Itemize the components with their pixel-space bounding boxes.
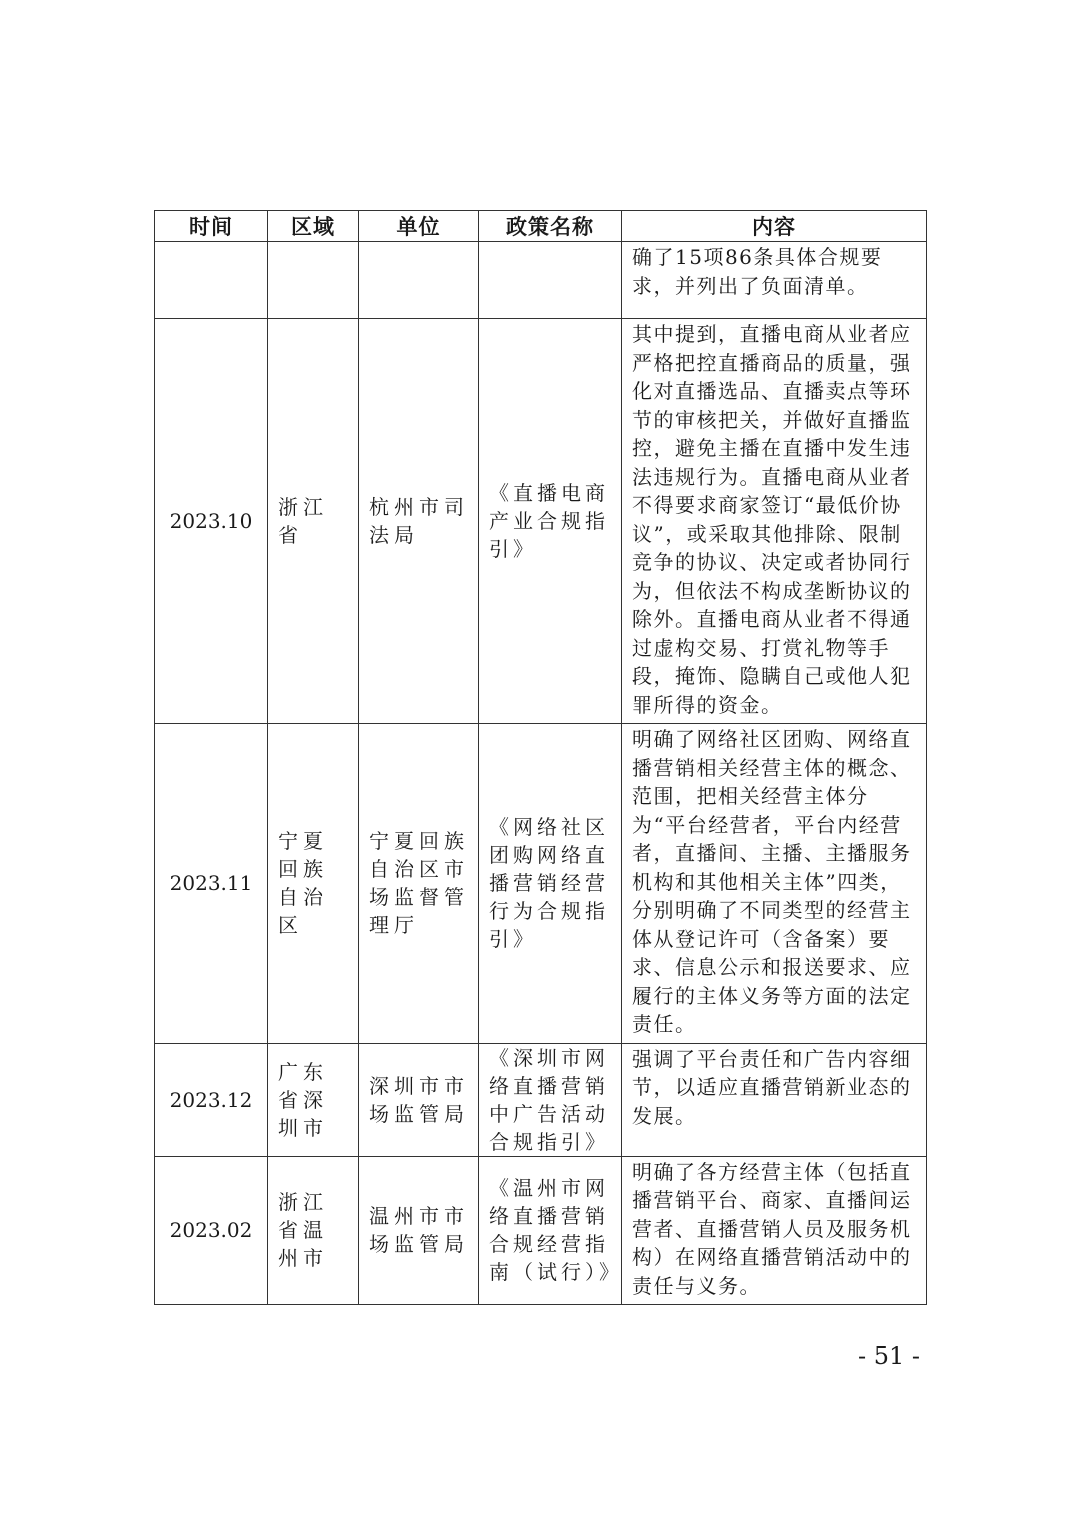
cell-region: 宁夏回族自治区 [268, 724, 359, 1044]
table-header-row [155, 211, 927, 242]
cell-time: 2023.11 [155, 724, 268, 1044]
cell-policy-name: 《网络社区团购网络直播营销经营行为合规指引》 [479, 724, 622, 1044]
cell-region [268, 242, 359, 319]
cell-content: 明确了网络社区团购、网络直播营销相关经营主体的概念、范围，把相关经营主体分为“平台经营者，平台内经营者，直播间、主播、主播服务机构和其他相关主体”四类，分别明确了不同类型的经营主体从登记许可（含备案）要求、信息公示和报送要求、应履行的主体义务等方面的法定责任。 [622, 724, 927, 1044]
header-unit: 单位 [359, 211, 479, 242]
header-content: 内容 [622, 211, 927, 242]
cell-content: 强调了平台责任和广告内容细节，以适应直播营销新业态的发展。 [622, 1043, 927, 1156]
cell-content: 其中提到，直播电商从业者应严格把控直播商品的质量，强化对直播选品、直播卖点等环节的审核把关，并做好直播监控，避免主播在直播中发生违法违规行为。直播电商从业者不得要求商家签订“最低价协议”，或采取其他排除、限制竞争的协议、决定或者协同行为，但依法不构成垄断协议的除外。直播电商从业者不得通过虚构交易、打赏礼物等手段，掩饰、隐瞒自己或他人犯罪所得的资金。 [622, 319, 927, 724]
header-region: 区域 [268, 211, 359, 242]
header-policy-name: 政策名称 [479, 211, 622, 242]
table-row [155, 724, 927, 1044]
cell-region: 浙江省 [268, 319, 359, 724]
table-row [155, 242, 927, 319]
cell-content: 明确了各方经营主体（包括直播营销平台、商家、直播间运营者、直播营销人员及服务机构）在网络直播营销活动中的责任与义务。 [622, 1156, 927, 1305]
cell-unit: 温州市市场监管局 [359, 1156, 479, 1305]
cell-content: 确了15项86条具体合规要求，并列出了负面清单。 [622, 242, 927, 319]
cell-time: 2023.02 [155, 1156, 268, 1305]
cell-time: 2023.10 [155, 319, 268, 724]
cell-unit: 杭州市司法局 [359, 319, 479, 724]
table-row [155, 1156, 927, 1305]
cell-region: 浙江省温州市 [268, 1156, 359, 1305]
header-time: 时间 [155, 211, 268, 242]
cell-time [155, 242, 268, 319]
cell-time: 2023.12 [155, 1043, 268, 1156]
cell-region: 广东省深圳市 [268, 1043, 359, 1156]
cell-unit: 宁夏回族自治区市场监督管理厅 [359, 724, 479, 1044]
cell-unit: 深圳市市场监管局 [359, 1043, 479, 1156]
cell-policy-name: 《深圳市网络直播营销中广告活动合规指引》 [479, 1043, 622, 1156]
cell-policy-name [479, 242, 622, 319]
cell-policy-name: 《直播电商产业合规指引》 [479, 319, 622, 724]
cell-unit [359, 242, 479, 319]
cell-policy-name: 《温州市网络直播营销合规经营指南（试行）》 [479, 1156, 622, 1305]
policy-table [154, 210, 927, 1305]
page-number: - 51 - [858, 1342, 921, 1370]
table-row [155, 1043, 927, 1156]
table-row [155, 319, 927, 724]
